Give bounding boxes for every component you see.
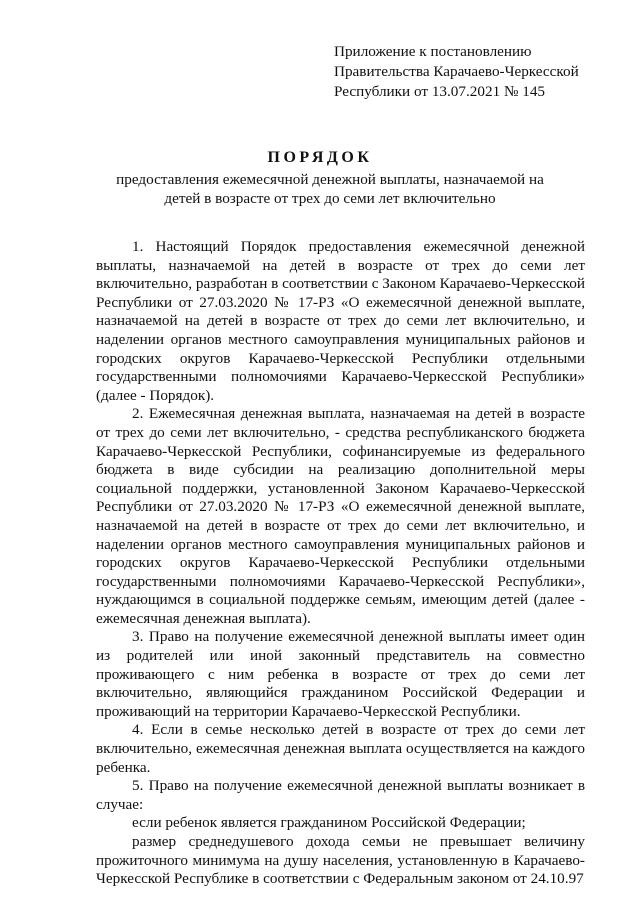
annex-header [334,42,614,102]
paragraph-5-condition-2: размер среднедушевого дохода семьи не превышает величину прожиточного минимума на душу населения, установленную в Карачаево-Черкесской Республике в соответствии с Федеральным законом от 24.10.97 [96,833,585,888]
annex-line-1: Приложение к постановлению [334,43,532,60]
paragraph-4: 4. Если в семье несколько детей в возрасте от трех до семи лет включительно, ежемесячная денежная выплата осуществляется на каждого ребенка. [96,721,585,776]
document-subtitle: предоставления ежемесячной денежной выплаты, назначаемой на детей в возрасте от трех до семи лет включительно [116,171,544,207]
paragraph-3: 3. Право на получение ежемесячной денежной выплаты имеет один из родителей или иной законный представитель на совместно проживающего с ним ребенка в возрасте от трех до семи лет включительно, являющийся гражданином Российской Федерации и проживающий на территории Карачаево-Черкесской Республики. [96,628,585,720]
annex-line-2: Правительства Карачаево-Черкесской [334,63,579,80]
paragraph-5-condition-1: если ребенок является гражданином Российской Федерации; [132,814,526,832]
paragraph-1: 1. Настоящий Порядок предоставления ежемесячной денежной выплаты, назначаемой на детей в возрасте от трех до семи лет включительно, разработан в соответствии с Законом Карачаево-Черкесской Республики от 27.03.2020 № 17-РЗ «О ежемесячной денежной выплате, назначаемой на детей в возрасте от трех до семи лет включительно, и наделении органов местного самоуправления муниципальных районов и городских округов Карачаево-Черкесской Республики отдельными государственными полномочиями Карачаево-Черкесской Республики» (далее - Порядок). [96,238,586,404]
paragraph-2: 2. Ежемесячная денежная выплата, назначаемая на детей в возрасте от трех до семи лет включительно, - средства республиканского бюджета Карачаево-Черкесской Республики, софинансируемые из федерального бюджета в виде субсидии на реализацию дополнительной меры социальной поддержки, установленной Законом Карачаево-Черкесской Республики от 27.03.2020 № 17-РЗ «О ежемесячной денежной выплате, назначаемой на детей в возрасте от трех до семи лет включительно, и наделении органов местного самоуправления муниципальных районов и городских округов Карачаево-Черкесской Республики отдельными государственными полномочиями Карачаево-Черкесской Республики», нуждающимся в социальной поддержке семьям, имеющим детей (далее - ежемесячная денежная выплата). [96,405,585,627]
paragraph-5: 5. Право на получение ежемесячной денежной выплаты возникает в случае: [96,777,585,813]
document-body [96,238,585,889]
annex-line-3: Республики от 13.07.2021 № 145 [334,83,546,100]
document-title: ПОРЯДОК [267,149,373,166]
